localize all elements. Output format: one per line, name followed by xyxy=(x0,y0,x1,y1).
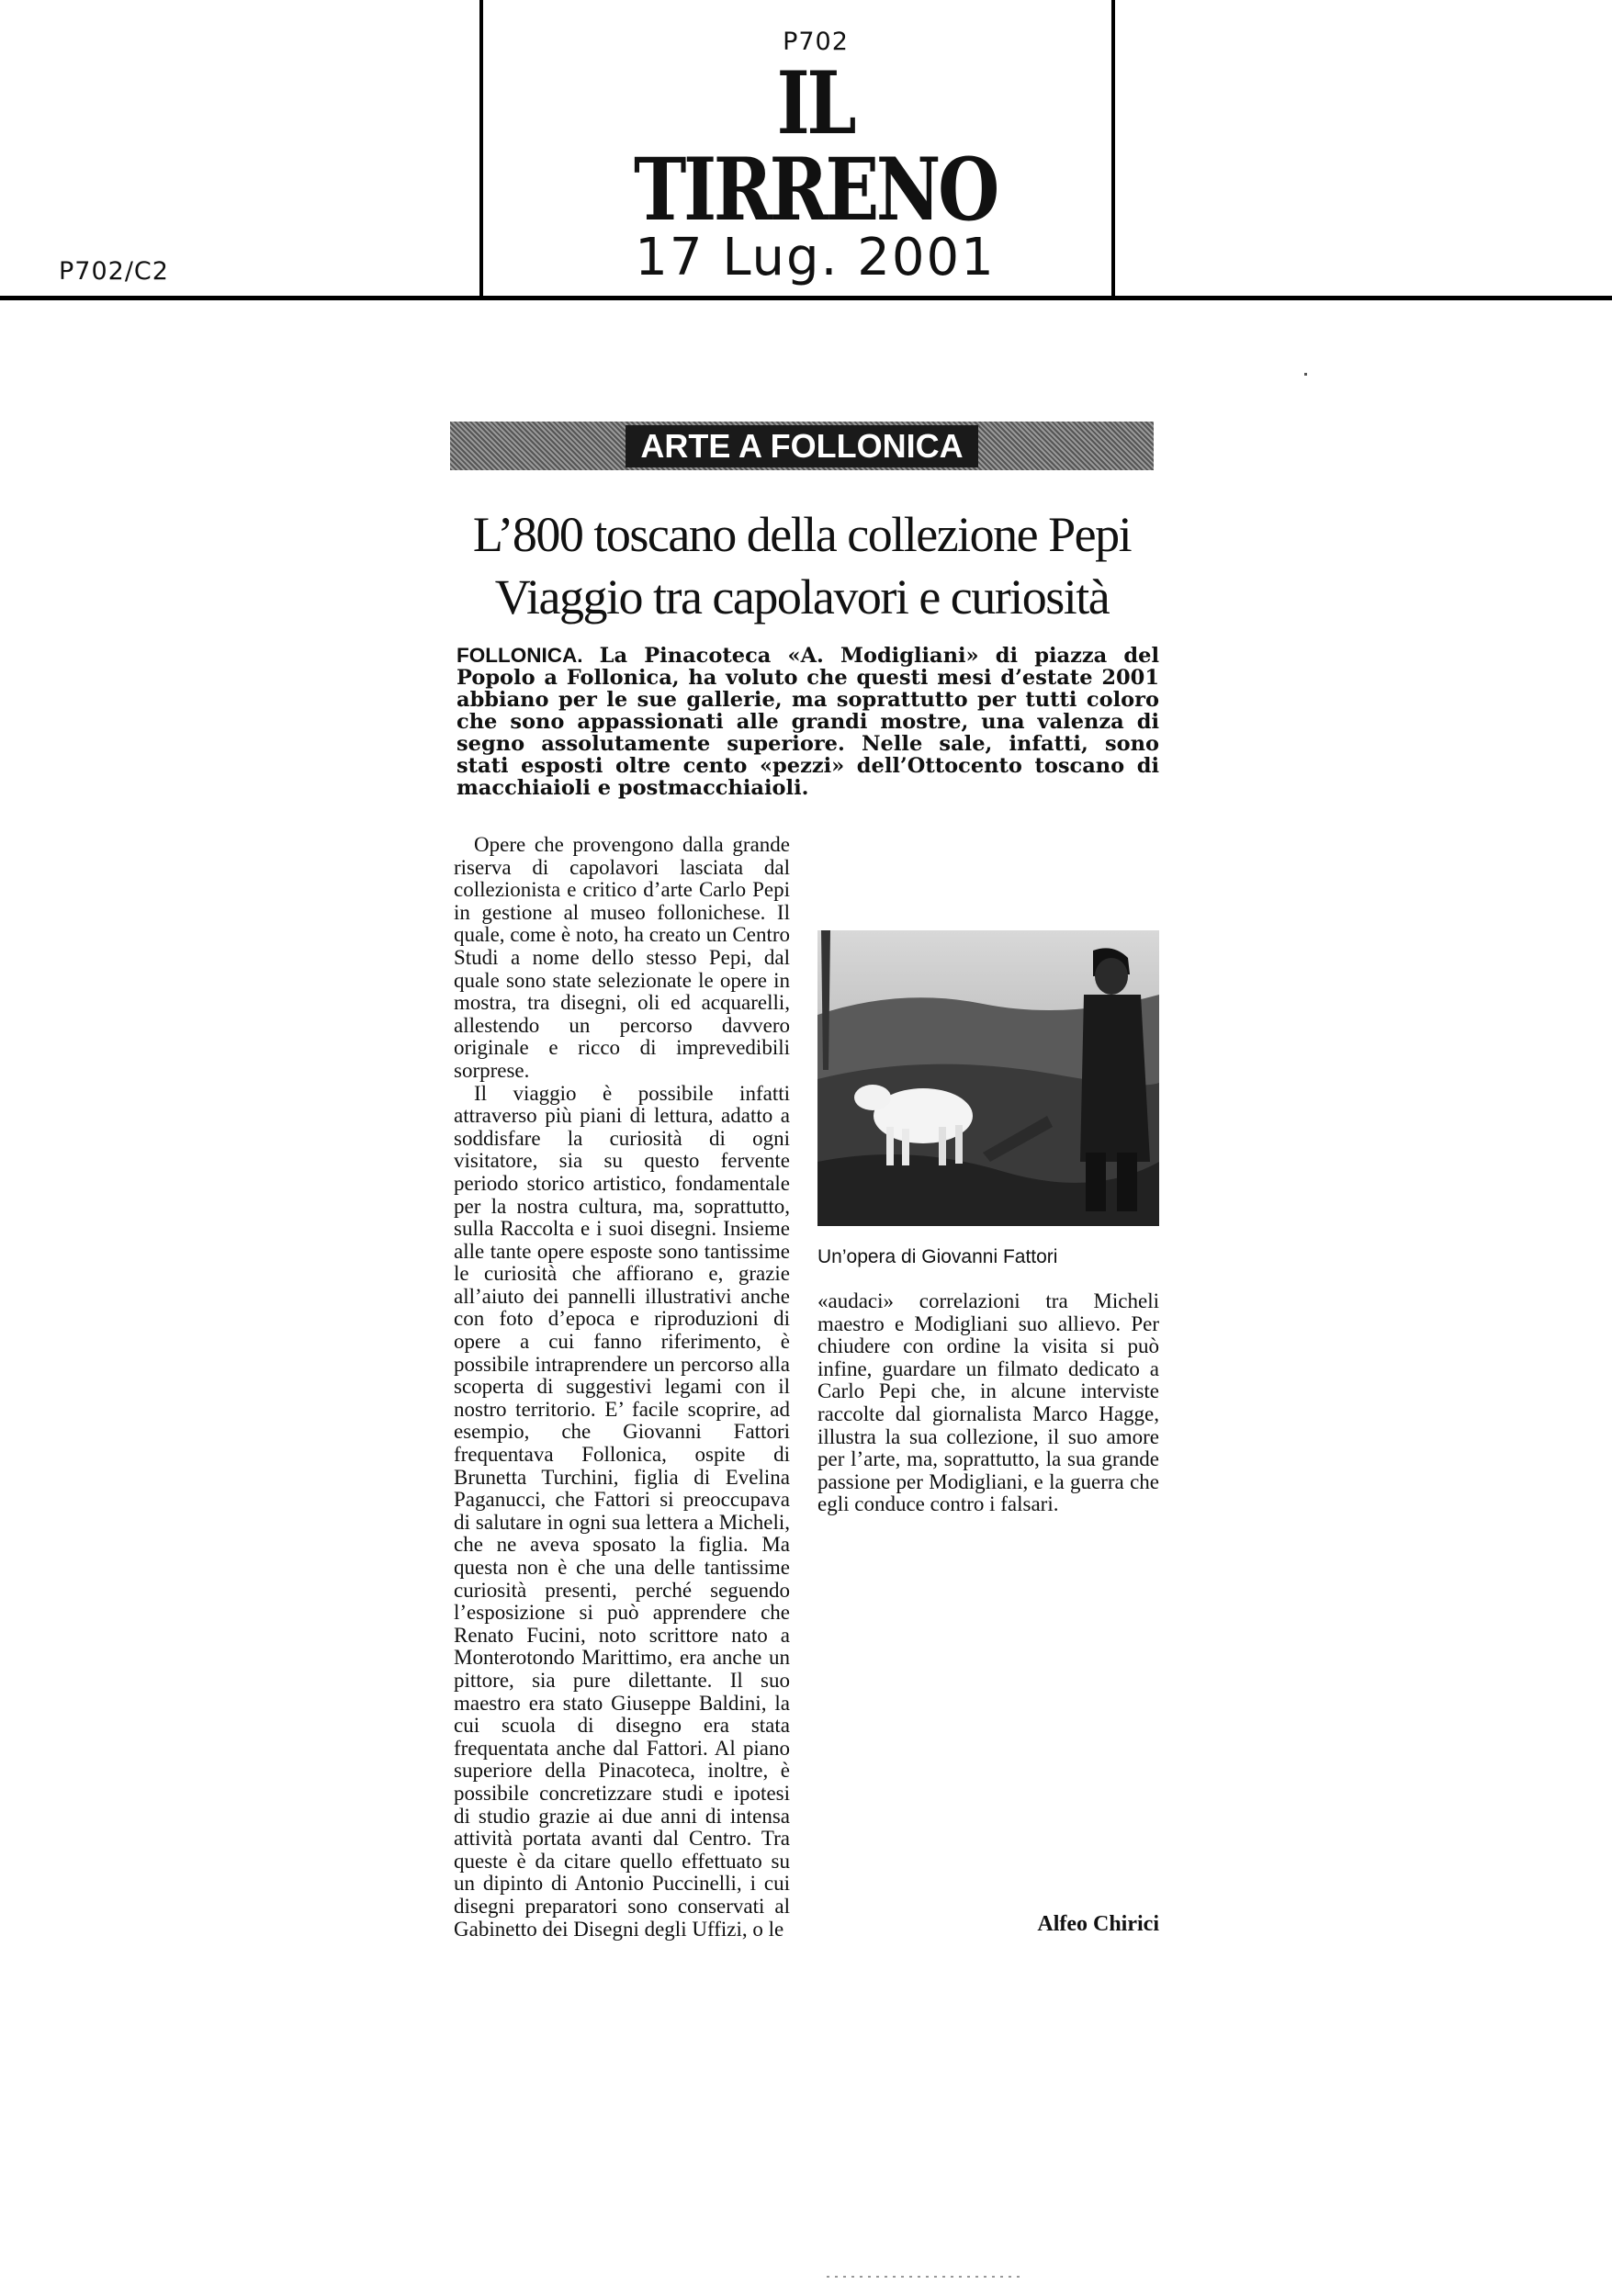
lead-text: La Pinacoteca «A. Modigliani» di piazza del Popolo a Follonica, ha voluto che questi mesi d’estate 2001 abbiano per le sue gallerie, ma soprattutto per tutti coloro che sono appassionati alle grandi mostre, una valenza di segno assolutamente superiore. Nelle sale, infatti, sono stati esposti oltre cento «pezzi» dell’Ottocento toscano di macchiaioli e postmacchiaioli. xyxy=(457,644,1159,800)
body-paragraph-2: Il viaggio è possibile infatti attraverso più piani di lettura, adatto a soddisfare la curiosità di ogni visitatore, sia su questo fervente periodo storico artistico, fondamentale per la nostra cultura, ma, soprattutto, sulla Raccolta e i suoi disegni. Insieme alle tante opere esposte sono tantissime le curiosità che affiorano e, grazie all’aiuto dei pannelli illustrativi anche con foto d’epoca e riproduzioni di opere a cui fanno riferimento, è possibile intraprendere un percorso alla scoperta di suggestivi legami con il nostro territorio. E’ facile scoprire, ad esempio, che Giovanni Fattori frequentava Follonica, ospite di Brunetta Turchini, figlia di Evelina Paganucci, che Fattori si preoccupava di salutare in ogni sua lettera a Micheli, che ne aveva sposato la figlia. Ma questa non è che una delle tantissime curiosità presenti, perché seguendo l’esposizione si può apprendere che Renato Fucini, noto scrittore nato a Monterotondo Marittimo, era anche un pittore, sia pure dilettante. Il suo maestro era stato Giuseppe Baldini, la cui scuola di disegno era stata frequentata anche dal Fattori. Al piano superiore della Pinacoteca, inoltre, è possibile concretizzare studi e ipotesi di studio grazie ai due anni di intensa attività portata avanti dal Centro. Tra queste è da citare quello effettuato su un dipinto di Antonio Puccinelli, i cui disegni preparatori sono conservati al Gabinetto dei Disegni degli Uffizi, o le xyxy=(454,1081,790,1941)
body-paragraph-1: Opere che provengono dalla grande riserva di capolavori lasciata dal collezionista e critico d’arte Carlo Pepi in gestione al museo follonichese. Il quale, come è noto, ha creato un Centro Studi a nome dello stesso Pepi, dal quale sono state selezionate le opere in mostra, tra disegni, oli ed acquarelli, allestendo un percorso davvero originale e ricco di imprevedibili sorprese. xyxy=(454,833,790,1082)
header-bottom-rule xyxy=(0,296,1612,300)
article-column-left xyxy=(454,834,790,1941)
scan-noise-line xyxy=(827,2276,1020,2278)
header-divider-right xyxy=(1111,0,1115,299)
publication-date: 17 Lug. 2001 xyxy=(635,228,996,287)
clipping-code-left: P702/C2 xyxy=(59,257,169,286)
newspaper-masthead: IL TIRRENO xyxy=(634,53,997,241)
author-byline: Alfeo Chirici xyxy=(1037,1912,1159,1936)
header-divider-left xyxy=(479,0,483,299)
section-label: ARTE A FOLLONICA xyxy=(626,425,977,467)
headline-line-2: Viaggio tra capolavori e curiosità xyxy=(494,569,1110,625)
photo-caption: Un’opera di Giovanni Fattori xyxy=(817,1246,1058,1267)
clipping-code-top: P702 xyxy=(783,28,849,56)
fattori-painting-image xyxy=(817,886,1159,1226)
lead-location: FOLLONICA. xyxy=(457,644,583,667)
scan-speck xyxy=(1304,373,1307,376)
article-column-right xyxy=(817,1290,1159,1516)
lead-paragraph xyxy=(457,645,1159,799)
body-paragraph-2-continued: «audaci» correlazioni tra Micheli maestro e Modigliani suo allievo. Per chiudere con ordine la visita si può infine, guardare un filmato dedicato a Carlo Pepi che, in alcune interviste raccolte dal giornalista Marco Hagge, illustra la sua collezione, il suo amore per l’arte, ma, soprattutto, la sua grande passione per Modigliani, e la guerra che egli conduce contro i falsari. xyxy=(817,1289,1159,1516)
painting-photo xyxy=(817,886,1159,1226)
headline-line-1: L’800 toscano della collezione Pepi xyxy=(472,507,1132,562)
section-banner xyxy=(450,422,1154,470)
